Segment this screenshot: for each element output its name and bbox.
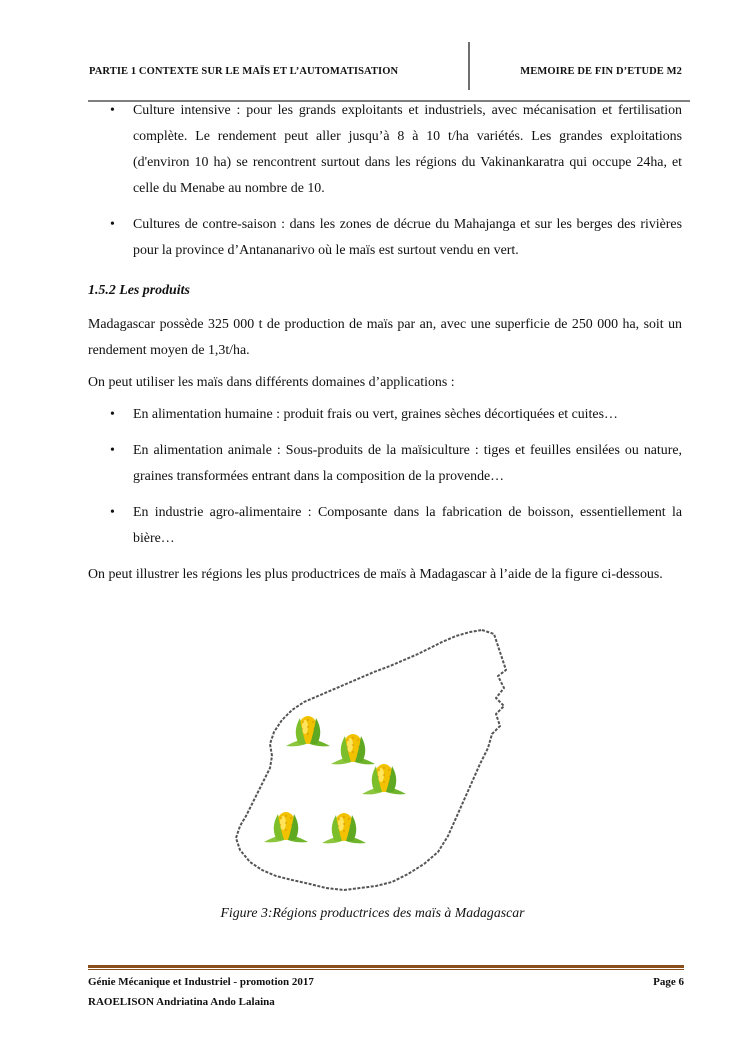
footer-author: RAOELISON Andriatina Ando Lalaina: [88, 996, 275, 1008]
page-header: [88, 42, 690, 102]
header-chapter-title: PARTIE 1 CONTEXTE SUR LE MAÏS ET L’AUTOMATISATION: [89, 66, 399, 77]
corn-icon: [362, 764, 406, 794]
bullet-icon: •: [110, 407, 115, 422]
list-item: • En alimentation animale : Sous-produits de la maïsiculture : tiges et feuilles ensilées ou nature, graines transformées entrant dans la composition de la provende…: [88, 438, 682, 490]
madagascar-map-figure: [226, 624, 536, 894]
section-heading: 1.5.2 Les produits: [88, 283, 190, 298]
bullet-icon: •: [110, 505, 115, 520]
footer-rule: [88, 965, 684, 968]
paragraph: On peut illustrer les régions les plus productrices de maïs à Madagascar à l’aide de la figure ci-dessous.: [88, 567, 663, 582]
page-content: [88, 98, 682, 588]
paragraph: Madagascar possède 325 000 t de production de maïs par an, avec une superficie de 250 000 ha, soit un rendement moyen de 1,3t/ha.: [88, 317, 682, 358]
footer-program: Génie Mécanique et Industriel - promotion 2017: [88, 976, 314, 988]
corn-icon: [264, 812, 308, 842]
madagascar-map: [226, 624, 536, 894]
bullet-icon: •: [110, 443, 115, 458]
header-document-title: MEMOIRE DE FIN D’ETUDE M2: [520, 66, 682, 77]
cultivation-list: [88, 98, 682, 264]
list-item: • Cultures de contre-saison : dans les zones de décrue du Mahajanga et sur les berges des rivières pour la province d’Antananarivo où le maïs est surtout vendu en vert.: [88, 212, 682, 264]
footer-rule-thin: [88, 969, 684, 970]
corn-icon: [331, 734, 375, 764]
page-number: Page 6: [653, 976, 684, 988]
bullet-icon: •: [110, 217, 115, 232]
figure-caption: Figure 3:Régions productrices des maïs à Madagascar: [220, 905, 525, 920]
list-item: • En alimentation humaine : produit frais ou vert, graines sèches décortiquées et cuites…: [88, 402, 682, 428]
bullet-icon: •: [110, 103, 115, 118]
island-outline: [236, 630, 506, 890]
list-item: • Culture intensive : pour les grands exploitants et industriels, avec mécanisation et fertilisation complète. Le rendement peut aller jusqu’à 8 à 10 t/ha variétés. Les grandes exploitations (d'environ 10 ha) se rencontrent surtout dans les régions du Vakinankaratra qui occupe 24ha, et celle du Menabe au nombre de 10.: [88, 98, 682, 202]
paragraph: On peut utiliser les maïs dans différents domaines d’applications :: [88, 375, 455, 390]
header-divider: [468, 42, 470, 90]
list-item: • En industrie agro-alimentaire : Composante dans la fabrication de boisson, essentiellement la bière…: [88, 500, 682, 552]
applications-list: [88, 402, 682, 552]
corn-icon: [322, 813, 366, 843]
corn-icon: [286, 716, 330, 746]
